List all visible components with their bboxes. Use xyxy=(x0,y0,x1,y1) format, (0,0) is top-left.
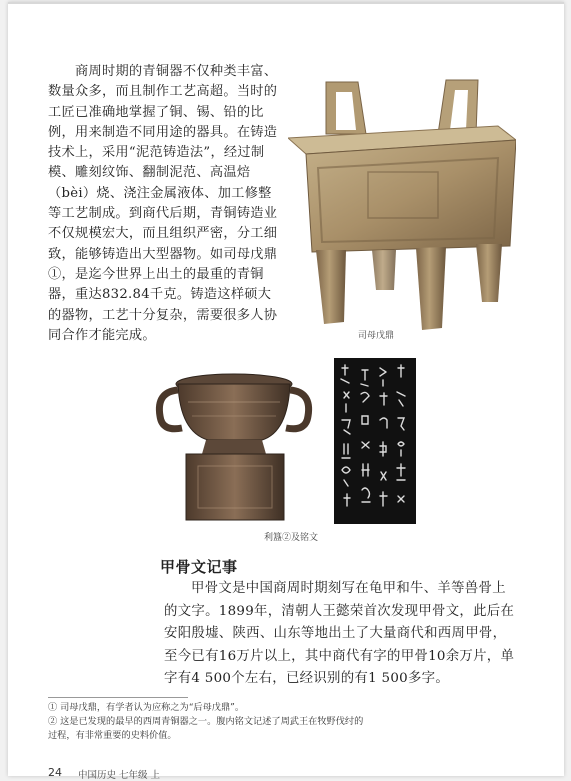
oracle-paragraph: 甲骨文是中国商周时期刻写在龟甲和牛、羊等兽骨上的文字。1899年，清朝人王懿荣首次发现甲骨文，此后在安阳殷墟、陕西、山东等地出土了大量商代和西周甲骨，至今已有16万片以上，其中商代有字的甲骨10余万片，单字有4 500个左右，已经识别的有1 500多字。 xyxy=(164,581,515,687)
book-title: 中国历史 七年级 上 xyxy=(78,770,161,781)
footnote-2: ② 这是已发现的最早的西周青铜器之一。腹内铭文记述了周武王在牧野伐纣的过程，有非常重要的史料价值。 xyxy=(48,716,364,741)
gui-caption: 利簋②及铭文 xyxy=(264,533,319,543)
simuwu-ding-image xyxy=(288,76,516,338)
textbook-page xyxy=(8,2,564,781)
top-border xyxy=(8,2,564,4)
ding-caption: 司母戊鼎 xyxy=(358,331,395,341)
li-gui-image xyxy=(148,368,322,522)
footnote-divider xyxy=(48,697,188,698)
page-number: 24 xyxy=(48,766,62,779)
inscription-rubbing-image xyxy=(334,358,416,524)
oracle-section-heading: 甲骨文记事 xyxy=(160,558,238,576)
footnote-1: ① 司母戊鼎，有学者认为应称之为“后母戊鼎”。 xyxy=(48,702,245,713)
bronze-paragraph: 商周时期的青铜器不仅种类丰富、数量众多，而且制作工艺高超。当时的工匠已准确地掌握了铜、锡、铅的比例，用来制造不同用途的器具。在铸造技术上，采用“泥范铸造法”，经过制模、雕刻纹饰、翻制泥范、高温焙（bèi）烧、浇注金属液体、加工修整等工艺制成。到商代后期，青铜铸造业不仅规模宏大，而且组织严密，分工细致，能够铸造出大型器物。如司母戊鼎①，是迄今世界上出土的最重的青铜器，重达832.84千克。铸造这样硕大的器物，工艺十分复杂，需要很多人协同合作才能完成。 xyxy=(48,64,278,343)
